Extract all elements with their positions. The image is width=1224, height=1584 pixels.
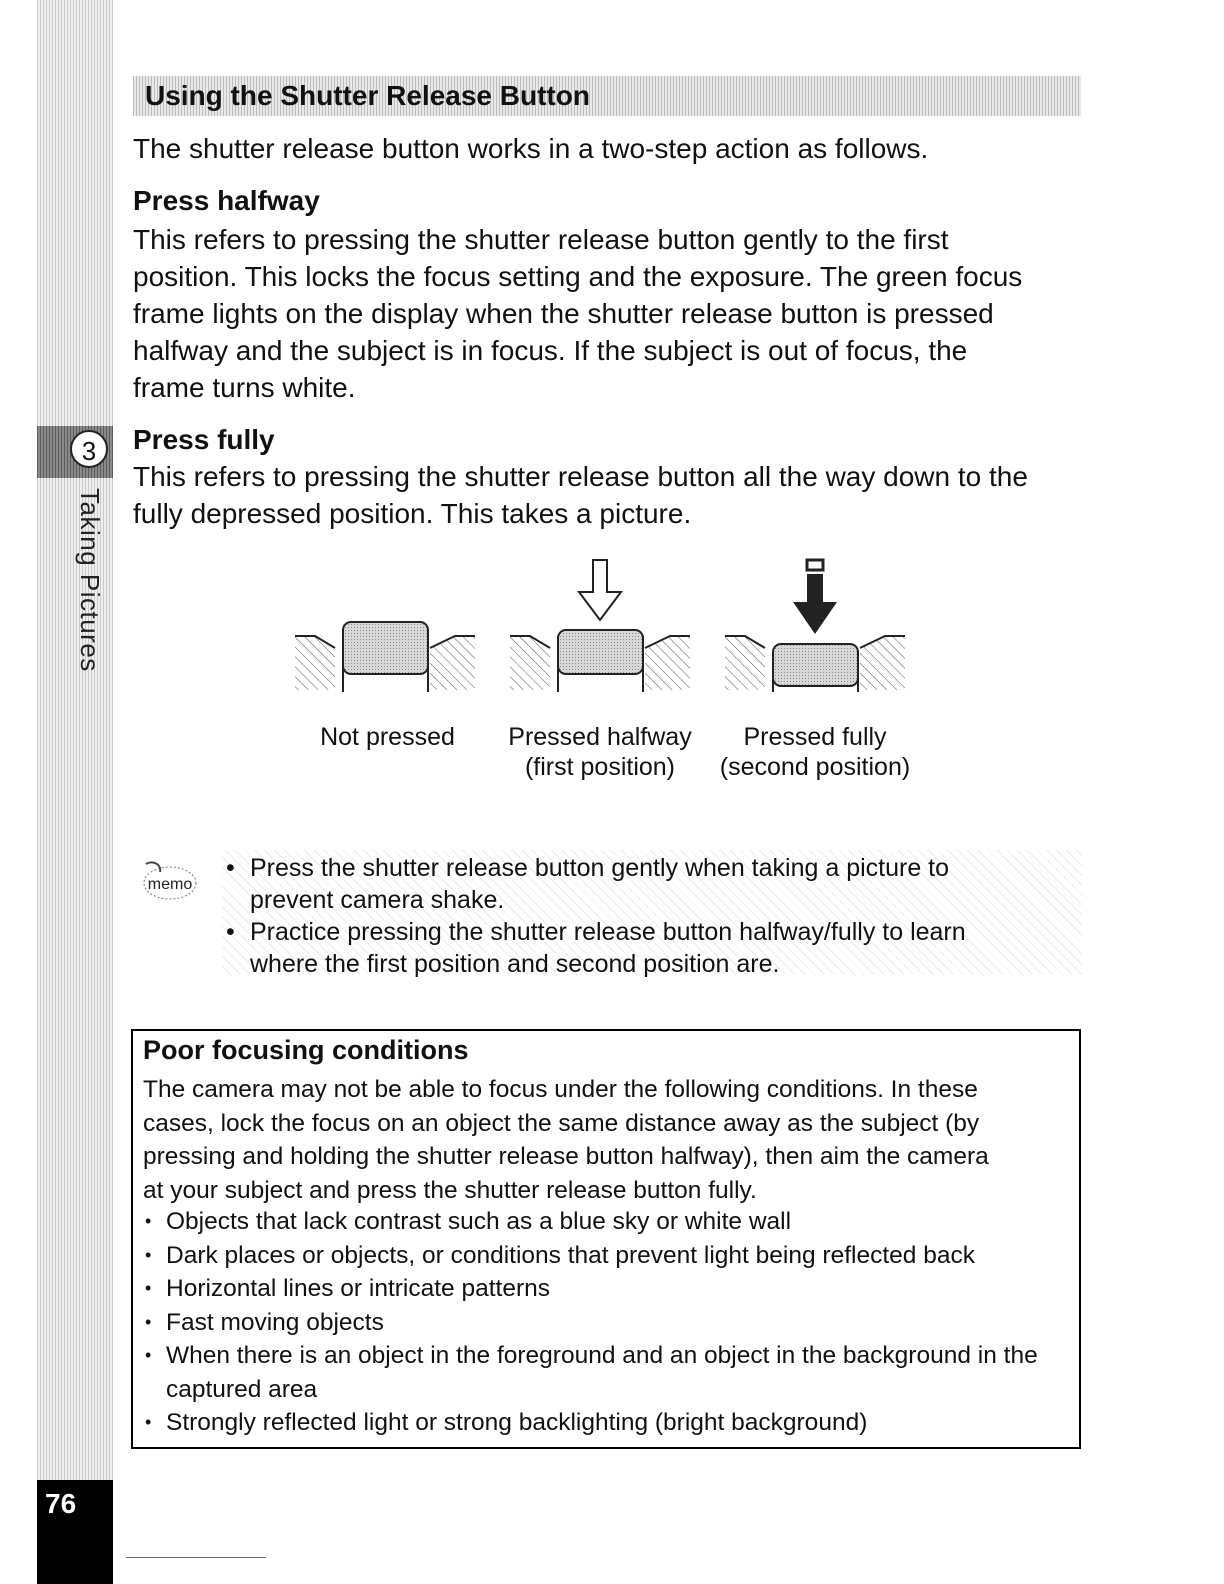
halfway-line: halfway and the subject is in focus. If the subject is out of focus, the bbox=[133, 335, 968, 366]
caption-label: Not pressed bbox=[320, 723, 455, 751]
footer-rule bbox=[126, 1557, 266, 1558]
memo-line: Practice pressing the shutter release button halfway/fully to learn bbox=[250, 918, 966, 946]
memo-box bbox=[222, 850, 1082, 978]
halfway-line: frame turns white. bbox=[133, 372, 356, 403]
fully-heading: Press fully bbox=[133, 424, 275, 455]
memo-item: • Practice pressing the shutter release button halfway/fully to learn where the first position and second position are. bbox=[222, 916, 1062, 980]
box-text bbox=[143, 1073, 1068, 1207]
halfway-body bbox=[133, 221, 1083, 406]
fully-line: This refers to pressing the shutter release button all the way down to the bbox=[133, 461, 1028, 492]
box-line: The camera may not be able to focus under the following conditions. In these bbox=[143, 1076, 978, 1103]
page-number: 76 bbox=[45, 1488, 77, 1519]
memo-line: where the first position and second position are. bbox=[250, 950, 780, 978]
halfway-line: position. This locks the focus setting and the exposure. The green focus bbox=[133, 261, 1023, 292]
list-item: • Objects that lack contrast such as a blue sky or white wall bbox=[143, 1205, 1068, 1239]
chapter-number: 3 bbox=[70, 430, 108, 468]
shutter-button-diagram bbox=[285, 558, 915, 708]
chapter-title-text: Taking Pictures bbox=[75, 488, 105, 672]
diagram-pressed-fully bbox=[725, 560, 905, 692]
arrow-down-outline-icon bbox=[579, 560, 621, 620]
chapter-side-tab bbox=[37, 0, 113, 1480]
memo-icon bbox=[140, 858, 198, 902]
caption-not-pressed bbox=[290, 722, 485, 752]
caption-sub: (first position) bbox=[524, 753, 676, 781]
diagram-not-pressed bbox=[295, 622, 475, 692]
memo-line: Press the shutter release button gently when taking a picture to bbox=[250, 854, 950, 882]
memo-item: • Press the shutter release button gently when taking a picture to prevent camera shake. bbox=[222, 852, 1062, 916]
box-line: at your subject and press the shutter release button fully. bbox=[143, 1176, 757, 1204]
caption-pressed-fully bbox=[715, 722, 915, 782]
box-line: pressing and holding the shutter release button halfway), then aim the camera bbox=[143, 1143, 989, 1170]
list-item: • Dark places or objects, or conditions that prevent light being reflected back bbox=[143, 1239, 1068, 1273]
list-item: • When there is an object in the foreground and an object in the background in the captured area bbox=[143, 1339, 1068, 1406]
list-item: • Horizontal lines or intricate patterns bbox=[143, 1272, 1068, 1306]
halfway-line: frame lights on the display when the shutter release button is pressed bbox=[133, 298, 994, 329]
fully-line: fully depressed position. This takes a picture. bbox=[133, 498, 692, 529]
halfway-line: This refers to pressing the shutter release button gently to the first bbox=[133, 224, 949, 255]
diagram-pressed-halfway bbox=[510, 560, 690, 692]
arrow-down-filled-icon bbox=[793, 574, 837, 634]
list-item: • Strongly reflected light or strong backlighting (bright background) bbox=[143, 1406, 1068, 1440]
condition-list bbox=[143, 1205, 1068, 1440]
halfway-heading: Press halfway bbox=[133, 185, 320, 216]
memo-icon-label: memo bbox=[147, 876, 193, 893]
caption-label: Pressed fully bbox=[743, 723, 887, 751]
list-item: • Fast moving objects bbox=[143, 1306, 1068, 1340]
section-title: Using the Shutter Release Button bbox=[145, 80, 590, 111]
caption-sub: (second position) bbox=[719, 753, 911, 781]
box-line: cases, lock the focus on an object the same distance away as the subject (by bbox=[143, 1109, 980, 1137]
poor-focusing-box bbox=[131, 1029, 1081, 1449]
memo-line: prevent camera shake. bbox=[250, 886, 505, 914]
intro-text: The shutter release button works in a two-step action as follows. bbox=[133, 133, 929, 164]
caption-pressed-halfway bbox=[495, 722, 705, 782]
caption-label: Pressed halfway bbox=[508, 723, 692, 751]
box-title: Poor focusing conditions bbox=[143, 1035, 469, 1065]
fully-body bbox=[133, 458, 1083, 532]
chapter-title bbox=[75, 488, 105, 718]
page-number-block bbox=[37, 1480, 113, 1584]
section-heading-bar bbox=[133, 76, 1081, 116]
